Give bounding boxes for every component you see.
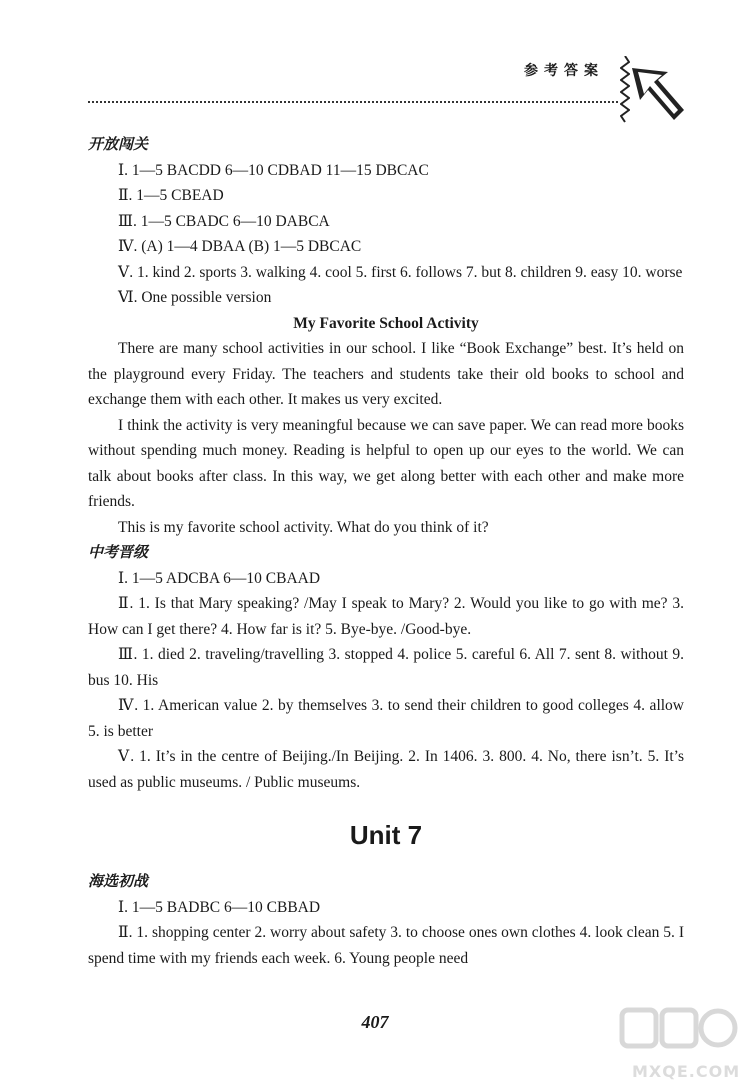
header-dotted-rule: [88, 101, 618, 103]
answer-line: Ⅲ. 1. died 2. traveling/travelling 3. stopped 4. police 5. careful 6. All 7. sent 8. without 9. bus 10. His: [88, 646, 684, 689]
answer-line: Ⅳ. 1. American value 2. by themselves 3. to send their children to good colleges 4. allow 5. is better: [88, 697, 684, 740]
section-heading-kaifang: 开放闯关: [88, 135, 149, 153]
essay-paragraph: I think the activity is very meaningful because we can save paper. We can read more books without spending much money. Reading is helpful to open up our eyes to the world. We can talk about books after class. In this way, we get along better with each other and make more friends.: [88, 416, 684, 510]
watermark-url: MXQE.COM: [632, 1062, 741, 1081]
page-number: 407: [361, 1012, 389, 1032]
answer-line: Ⅱ. 1. shopping center 2. worry about safety 3. to choose ones own clothes 4. look clean 5. I spend time with my friends each week. 6. Young people need: [88, 924, 684, 967]
section-heading-haixuan: 海选初战: [88, 872, 149, 890]
answer-line: Ⅱ. 1—5 CBEAD: [118, 187, 224, 204]
answer-line: Ⅴ. 1. It’s in the centre of Beijing./In Beijing. 2. In 1406. 3. 800. 4. No, there isn’t. 5. It’s used as public museums. / Public museums.: [88, 748, 684, 791]
unit-title: Unit 7: [349, 820, 423, 850]
answer-content: [88, 132, 684, 971]
answer-line: Ⅰ. 1—5 BACDD 6—10 CDBAD 11—15 DBCAC: [118, 161, 429, 179]
arrow-icon: [628, 62, 686, 126]
answer-line: Ⅵ. One possible version: [118, 289, 272, 306]
answer-line: Ⅰ. 1—5 ADCBA 6—10 CBAAD: [118, 569, 321, 587]
watermark-logo-icon: [618, 1002, 738, 1058]
essay-paragraph: There are many school activities in our school. I like “Book Exchange” best. It’s held on the playground every Friday. The teachers and students take their old books to school and exchange them with each other. It makes us very excited.: [88, 340, 684, 408]
essay-title: My Favorite School Activity: [293, 314, 479, 332]
answer-line: Ⅴ. 1. kind 2. sports 3. walking 4. cool 5. first 6. follows 7. but 8. children 9. easy 10. worse: [118, 263, 683, 281]
answer-line: Ⅰ. 1—5 BADBC 6—10 CBBAD: [118, 898, 321, 916]
essay-paragraph: This is my favorite school activity. What do you think of it?: [118, 518, 489, 536]
answer-line: Ⅲ. 1—5 CBADC 6—10 DABCA: [118, 212, 330, 230]
section-heading-zhongkao: 中考晋级: [88, 543, 149, 561]
running-header-title: 参考答案: [524, 63, 604, 79]
answer-line: Ⅱ. 1. Is that Mary speaking? /May I speak to Mary? 2. Would you like to go with me? 3. How can I get there? 4. How far is it? 5. Bye-bye. /Good-bye.: [88, 595, 684, 638]
answer-line: Ⅳ. (A) 1—4 DBAA (B) 1—5 DBCAC: [118, 238, 362, 255]
